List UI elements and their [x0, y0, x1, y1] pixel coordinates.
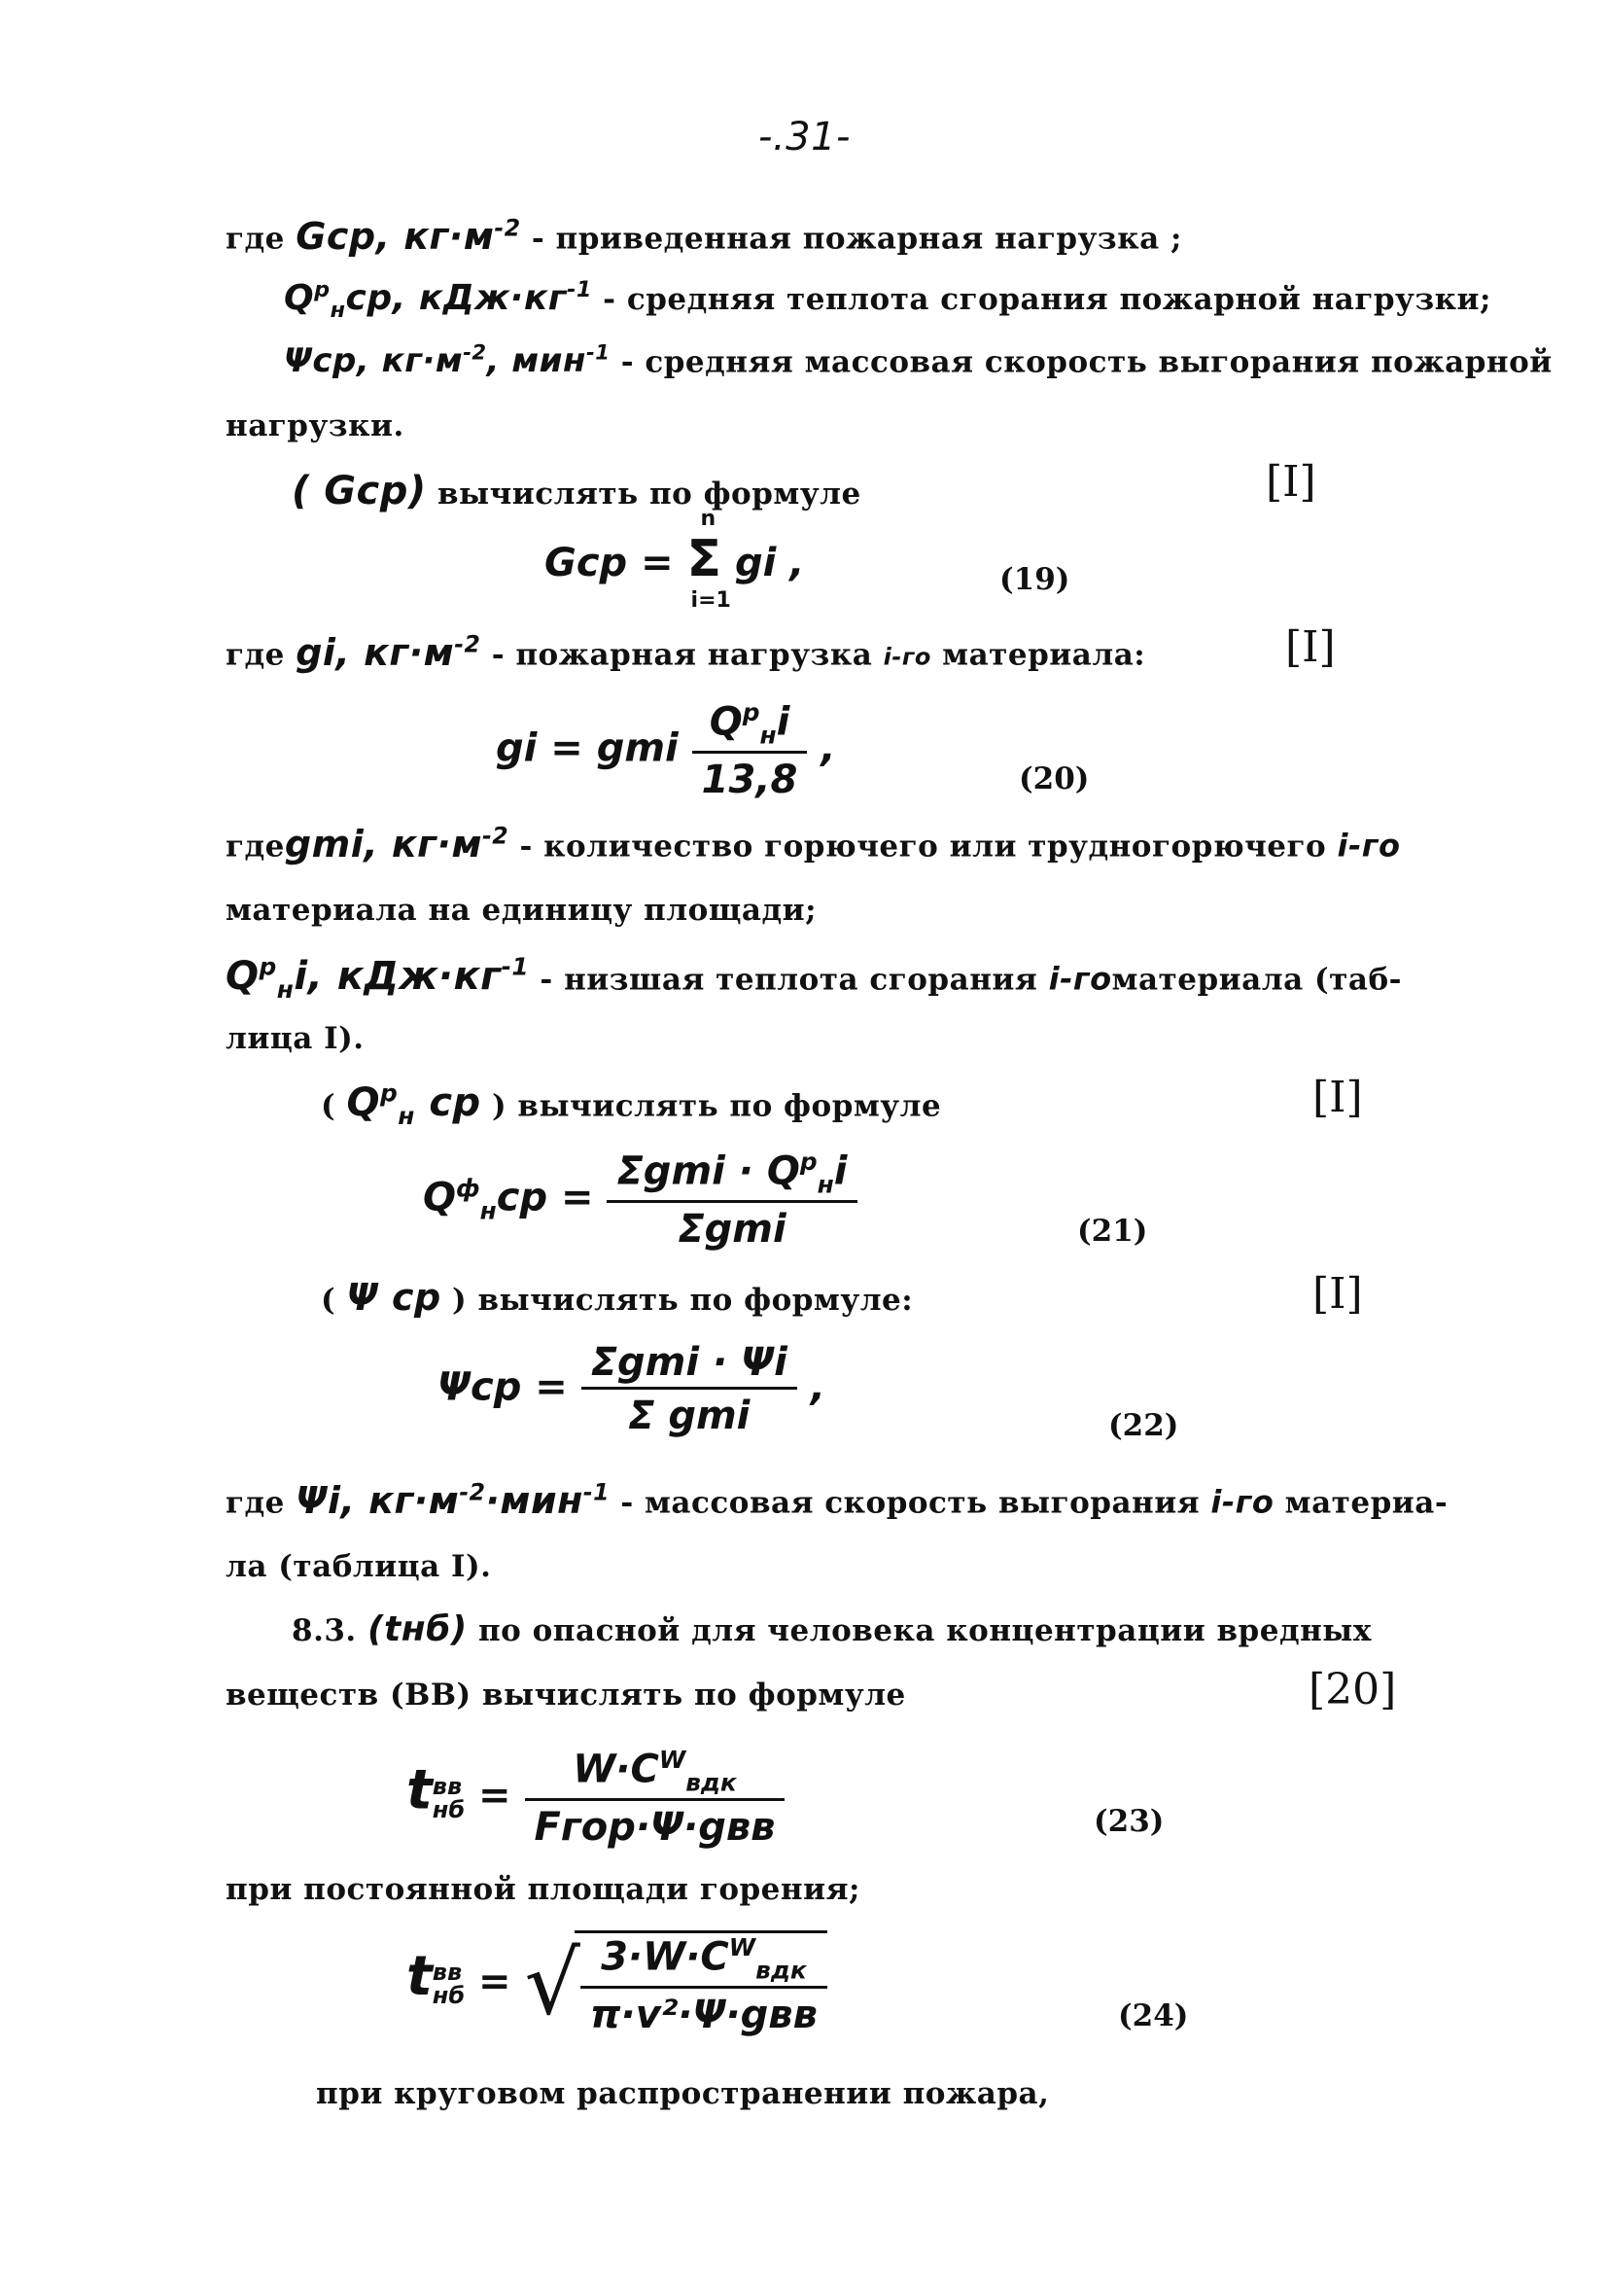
equation-number-20: (20): [1019, 761, 1090, 796]
definition-text: - количество горючего или трудногорючего: [519, 829, 1327, 865]
text-line-16: веществ (ВВ) вычислять по формуле: [226, 1678, 906, 1713]
symbol-gmi: gmi, $кг\cdot м^{-2}$: [284, 822, 509, 865]
text-line-4: нагрузки.: [226, 408, 404, 443]
word-gde: где: [226, 1485, 285, 1521]
symbol-q-cp: $Q^р_нср$, $кДж\cdot кг^{-1}$: [284, 277, 592, 324]
symbol-q-i: $Q^р_нi$, $кДж\cdot кг^{-1}$: [226, 953, 530, 1005]
definition-text: - приведенная пожарная нагрузка ;: [531, 221, 1182, 257]
radical-sign: √: [524, 1932, 580, 2035]
radicand: [575, 1930, 827, 2037]
text-line-8: материала на единицу площади;: [226, 893, 818, 928]
text-line-7: [226, 822, 1400, 865]
fraction: $\frac{\Sigma gmi \cdot Q^р_нi}{\text{Σgmi}}$: [607, 1148, 856, 1252]
word-gde: где: [226, 829, 285, 865]
reference-bracket: [I]: [1266, 457, 1316, 507]
instruction-text: вычислять по формуле: [437, 477, 861, 512]
equation-number-19: (19): [999, 562, 1070, 597]
text-line-1: [226, 214, 1182, 258]
symbol-psi-cp: Ψ ср: [346, 1276, 441, 1319]
text-line-2: [284, 277, 1491, 323]
text-line-11: ( $Q^р_н$ ср ) вычислять по формуле: [321, 1079, 942, 1131]
reference-bracket: [I]: [1312, 1269, 1363, 1319]
definition-text-2: материа-: [1284, 1485, 1449, 1521]
equation-number-24: (24): [1118, 1998, 1189, 2033]
text-line-3: [284, 340, 1553, 380]
fraction: $\frac{W\cdot C^W_{вдк}}{\text{Fгор·Ψ·gвв}}$: [525, 1746, 786, 1850]
equation-24: t вв нб = √ $\frac{3\cdot W\cdot C^W_{вдк}}{\text{π·v²·Ψ·gвв}}$: [406, 1930, 827, 2037]
symbol-g-cp: Gср, $кг\cdot м^{-2}$: [296, 214, 521, 258]
equation-number-23: (23): [1094, 1804, 1165, 1839]
definition-text: - низшая теплота сгорания: [540, 962, 1038, 998]
body-text: по опасной для человека концентрации вредных: [477, 1613, 1372, 1648]
definition-text-2: материала:: [942, 637, 1146, 673]
definition-text: - средняя теплота сгорания пожарной нагрузки;: [603, 282, 1491, 317]
symbol-gi: gi, $кг\cdot м^{-2}$: [296, 630, 481, 674]
equation-20: gi = gmi $\frac{Q^р_нi}{13,8}$ ,: [496, 698, 836, 803]
definition-text: - пожарная нагрузка: [491, 637, 873, 673]
equation-21: $Q^ф_нср$ = $\frac{\Sigma gmi \cdot Q^р_нi}{\text{Σgmi}}$: [423, 1148, 857, 1252]
sum-symbol: Σ n i=1: [686, 507, 731, 613]
index-i-go: i-го: [1337, 827, 1401, 865]
section-number: 8.3.: [292, 1613, 357, 1648]
fraction: $\frac{\text{Σgmi · Ψi}}{\text{Σ gmi}}$: [581, 1340, 797, 1438]
symbol-psi-cp: Ψср, $кг\cdot м^{-2}$, мин$^{-1}$: [284, 340, 611, 381]
text-line-17: при постоянной площади горения;: [226, 1872, 860, 1907]
text-line-13: [226, 1478, 1448, 1522]
text-line-12: ( Ψ ср ) вычислять по формуле:: [321, 1276, 914, 1319]
symbol-q-cp: $Q^р_н$ ср: [346, 1079, 481, 1131]
fraction: $\frac{Q^р_нi}{13,8}$: [692, 698, 808, 802]
equation-19: Gср = Σ n i=1 gi ,: [544, 507, 805, 613]
equation-23: t вв нб = $\frac{W\cdot C^W_{вдк}}{\text{Fгор·Ψ·gвв}}$: [406, 1746, 785, 1850]
definition-text-2: материала (таб-: [1111, 962, 1402, 998]
text-line-15: [292, 1609, 1372, 1649]
word-gde: где: [226, 221, 285, 257]
symbol-psi-i: Ψi, $кг\cdot м^{-2}\cdot мин^{-1}$: [296, 1478, 611, 1522]
equation-number-22: (22): [1108, 1408, 1179, 1443]
text-line-9: [226, 953, 1402, 1004]
definition-text: - массовая скорость выгорания: [620, 1485, 1201, 1521]
equation-number-21: (21): [1077, 1214, 1148, 1249]
symbol-g-cp: ( Gср): [292, 469, 427, 513]
reference-bracket: [I]: [1285, 622, 1336, 672]
definition-text: - средняя массовая скорость выгорания пожарной: [620, 344, 1553, 380]
text-line-14: ла (таблица I).: [226, 1549, 492, 1584]
instruction-text: ) вычислять по формуле: [491, 1088, 942, 1124]
text-line-18: при круговом распространении пожара,: [316, 2076, 1050, 2111]
reference-bracket: [I]: [1312, 1073, 1363, 1122]
page-number: -.31-: [758, 115, 851, 159]
index-i-go: i-го: [1048, 960, 1112, 998]
reference-bracket: [20]: [1309, 1665, 1397, 1714]
index-i-go: i-го: [1210, 1483, 1275, 1521]
symbol-t-nb: (tнб): [367, 1609, 468, 1649]
instruction-text: ) вычислять по формуле:: [452, 1283, 914, 1318]
text-line-5: [292, 469, 861, 513]
equation-22: Ψср = $\frac{\text{Σgmi · Ψi}}{\text{Σ gmi}}$ ,: [437, 1340, 825, 1438]
word-gde: где: [226, 637, 285, 673]
fraction: $\frac{3\cdot W\cdot C^W_{вдк}}{\text{π·v²·Ψ·gвв}}$: [580, 1933, 827, 2037]
text-line-10: лица I).: [226, 1021, 365, 1056]
index-i-go: i-го: [883, 643, 931, 671]
text-line-6: [226, 630, 1145, 674]
